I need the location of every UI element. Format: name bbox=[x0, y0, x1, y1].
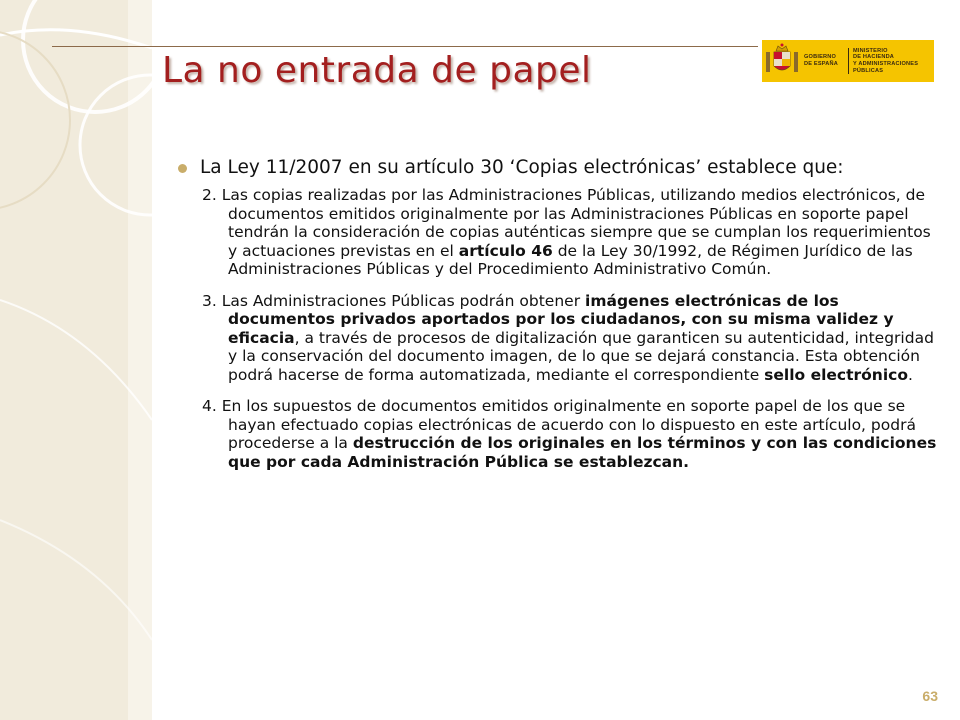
emphasis-text: imágenes electrónicas de los documentos privados aportados por los ciudadanos, con su misma validez y eficacia bbox=[228, 291, 894, 347]
emphasis-text: destrucción de los originales en los términos y con las condiciones que por cada Administración Pública se establezcan. bbox=[228, 434, 937, 471]
article-paragraph bbox=[202, 397, 940, 471]
paragraph-text: 3. Las Administraciones Públicas podrán obtener bbox=[202, 291, 586, 310]
paragraph-text: de la Ley 30/1992, de Régimen Jurídico de las Administraciones Públicas y del Procedimiento Administrativo Común. bbox=[228, 241, 913, 278]
logo-line: MINISTERIO bbox=[853, 47, 888, 54]
article-paragraphs bbox=[178, 186, 940, 471]
logo-line: DE HACIENDA bbox=[853, 54, 895, 61]
decorative-side-panel bbox=[0, 0, 152, 720]
logo-line: DE ESPAÑA bbox=[804, 61, 839, 67]
bullet-dot-icon bbox=[178, 164, 187, 173]
logo-ministry-text bbox=[853, 48, 934, 74]
page-number: 63 bbox=[922, 688, 938, 704]
paragraph-text: 4. En los supuestos de documentos emitidos originalmente en soporte papel de los que se hayan efectuado copias electrónicas de acuerdo con lo dispuesto en este artículo, podrá procederse a la bbox=[202, 397, 916, 452]
slide-title: La no entrada de papel bbox=[162, 50, 592, 91]
logo-line: Y ADMINISTRACIONES PÚBLICAS bbox=[853, 61, 919, 74]
slide-body bbox=[178, 156, 940, 484]
bullet-item bbox=[178, 156, 940, 179]
paragraph-text: , a través de procesos de digitalización que garanticen su autenticidad, integridad y la conservación del documento imagen, de lo que se dejará constancia. Esta obtención podrá hacerse de forma automatizada, mediante el correspondiente bbox=[228, 328, 934, 384]
article-paragraph bbox=[202, 292, 940, 385]
coat-of-arms-icon bbox=[762, 40, 802, 82]
title-divider-line bbox=[52, 46, 758, 47]
emphasis-text: artículo 46 bbox=[458, 241, 553, 260]
logo-line: GOBIERNO bbox=[804, 54, 837, 61]
article-paragraph bbox=[202, 186, 940, 279]
bullet-text: La Ley 11/2007 en su artículo 30 ‘Copias electrónicas’ establece que: bbox=[200, 157, 844, 178]
paragraph-text: 2. Las copias realizadas por las Administraciones Públicas, utilizando medios electrónicos, de documentos emitidos originalmente por las Administraciones Públicas en soporte papel tendrán la consideración de copias auténticas siempre que se cumplan los requerimientos y actuaciones previstas en el bbox=[202, 186, 931, 260]
government-logo bbox=[762, 40, 934, 82]
logo-government-text bbox=[802, 54, 844, 67]
emphasis-text: sello electrónico bbox=[764, 365, 908, 384]
paragraph-text: . bbox=[908, 365, 913, 384]
logo-separator bbox=[848, 48, 849, 74]
